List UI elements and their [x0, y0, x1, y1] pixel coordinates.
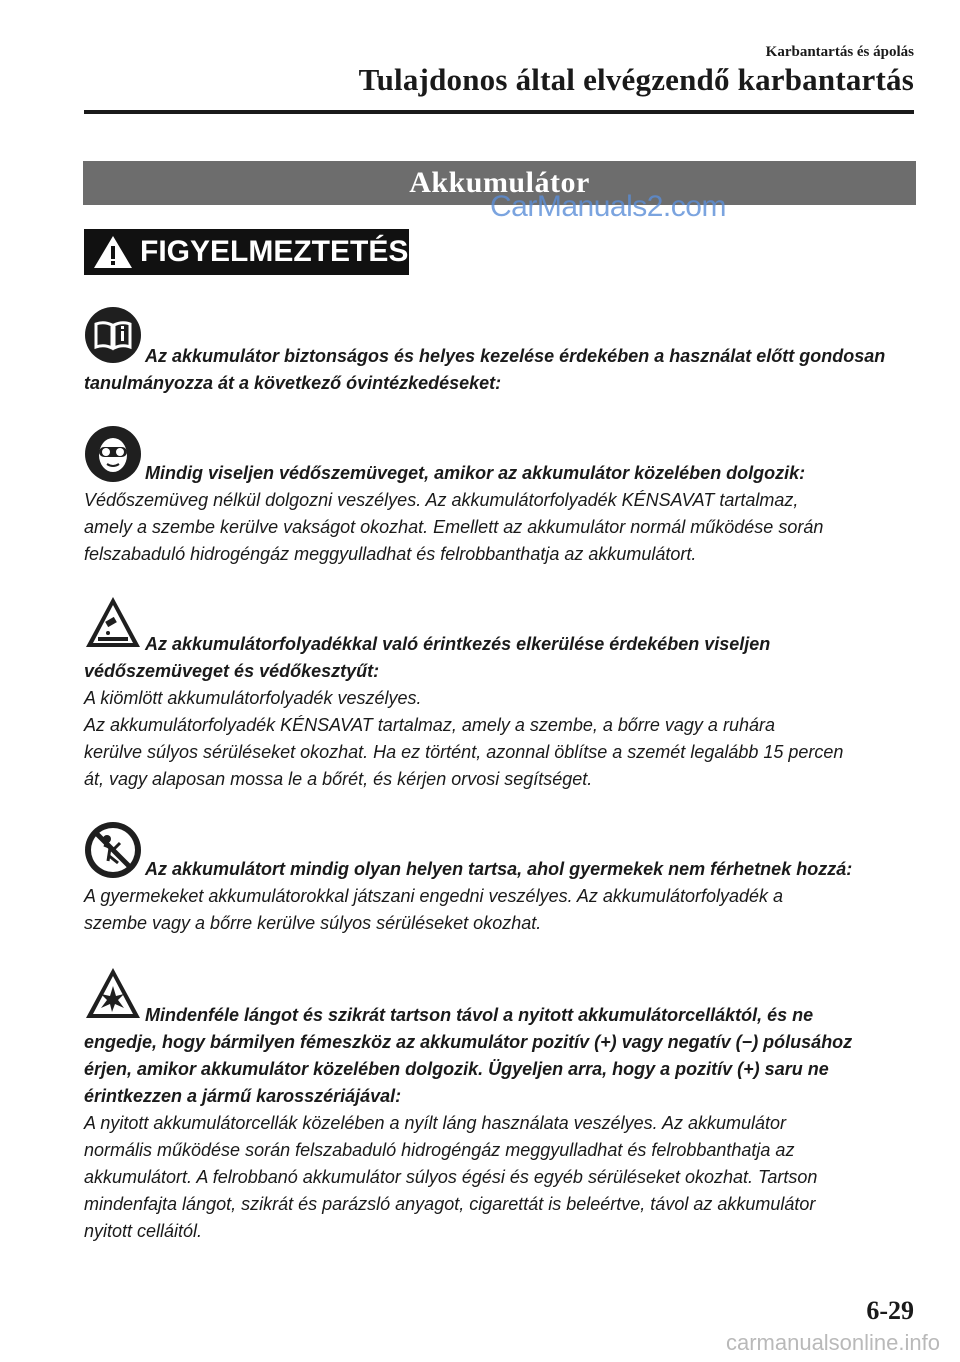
read-manual-icon [84, 306, 142, 364]
watermark-bottom: carmanualsonline.info [725, 1330, 940, 1355]
item-body-line: amely a szembe kerülve vakságot okozhat. Emellett az akkumulátor normál működése során [84, 517, 824, 537]
warning-item-read-manual [84, 306, 918, 397]
item-lead-line: Mindig viseljen védőszemüveget, amikor az akkumulátor közelében dolgozik: [145, 463, 806, 483]
item-lead-line: tanulmányozza át a következő óvintézkedéseket: [84, 373, 502, 393]
page-title: Tulajdonos által elvégzendő karbantartás [358, 62, 914, 97]
item-body-line: szembe vagy a bőrre kerülve súlyos sérüléseket okozhat. [84, 913, 542, 933]
item-lead-line: Mindenféle lángot és szikrát tartson távol a nyitott akkumulátorcelláktól, és ne [145, 1005, 814, 1025]
item-body-line: A nyitott akkumulátorcellák közelében a nyílt láng használata veszélyes. Az akkumulátor [84, 1113, 787, 1133]
warning-triangle-icon [92, 234, 134, 270]
warning-item-explosion [84, 966, 918, 1245]
item-body-line: nyitott celláitól. [84, 1221, 203, 1241]
header-section: Karbantartás és ápolás [765, 44, 914, 60]
warning-item-goggles [84, 425, 918, 568]
item-lead-line: engedje, hogy bármilyen fémeszköz az akkumulátor pozitív (+) vagy negatív (−) pólusához [84, 1032, 853, 1052]
keep-away-from-children-icon [84, 821, 142, 879]
warning-label-text: FIGYELMEZTETÉS [140, 235, 409, 268]
item-lead-line: Az akkumulátor biztonságos és helyes kezelése érdekében a használat előtt gondosan [145, 346, 886, 366]
item-body-line: akkumulátort. A felrobbanó akkumulátor súlyos égési és egyéb sérüléseket okozhat. Tartson [84, 1167, 818, 1187]
item-body-line: Az akkumulátorfolyadék KÉNSAVAT tartalmaz, amely a szembe, a bőrre vagy a ruhára [84, 715, 775, 735]
item-lead-line: védőszemüveget és védőkesztyűt: [84, 661, 380, 681]
page-number: 6-29 [866, 1296, 914, 1325]
item-lead-line: Az akkumulátort mindig olyan helyen tartsa, ahol gyermekek nem férhetnek hozzá: [145, 859, 853, 879]
corrosive-warning-icon [84, 595, 142, 649]
watermark-top: CarManuals2.com [490, 190, 726, 223]
item-body-line: át, vagy alaposan mossa le a bőrét, és kérjen orvosi segítséget. [84, 769, 593, 789]
item-lead-line: érjen, amikor akkumulátor közelében dolgozik. Ügyeljen arra, hogy a pozitív (+) saru ne [84, 1059, 829, 1079]
item-lead-line: érintkezzen a jármű karosszériájával: [84, 1086, 402, 1106]
item-body-line: A kiömlött akkumulátorfolyadék veszélyes. [84, 688, 422, 708]
warning-item-children [84, 821, 918, 937]
item-body-line: felszabaduló hidrogéngáz meggyulladhat és felrobbanthatja az akkumulátort. [84, 544, 697, 564]
item-body-line: mindenfajta lángot, szikrát és parázsló anyagot, cigarettát is beleértve, távol az akkumulátor [84, 1194, 816, 1214]
explosion-warning-icon [84, 966, 142, 1020]
item-body-line: kerülve súlyos sérüléseket okozhat. Ha ez történt, azonnal öblítse a szemét legalább 15 percen [84, 742, 844, 762]
item-body-line: A gyermekeket akkumulátorokkal játszani engedni veszélyes. Az akkumulátorfolyadék a [84, 886, 784, 906]
warning-label [84, 229, 409, 275]
warning-item-corrosive [84, 595, 918, 793]
header-divider [84, 110, 914, 114]
item-body-line: normális működése során felszabaduló hidrogéngáz meggyulladhat és felrobbanthatja az [84, 1140, 795, 1160]
safety-goggles-icon [84, 425, 142, 483]
section-banner: Akkumulátor [83, 161, 916, 205]
item-lead-line: Az akkumulátorfolyadékkal való érintkezés elkerülése érdekében viseljen [145, 634, 771, 654]
item-body-line: Védőszemüveg nélkül dolgozni veszélyes. Az akkumulátorfolyadék KÉNSAVAT tartalmaz, [84, 490, 799, 510]
